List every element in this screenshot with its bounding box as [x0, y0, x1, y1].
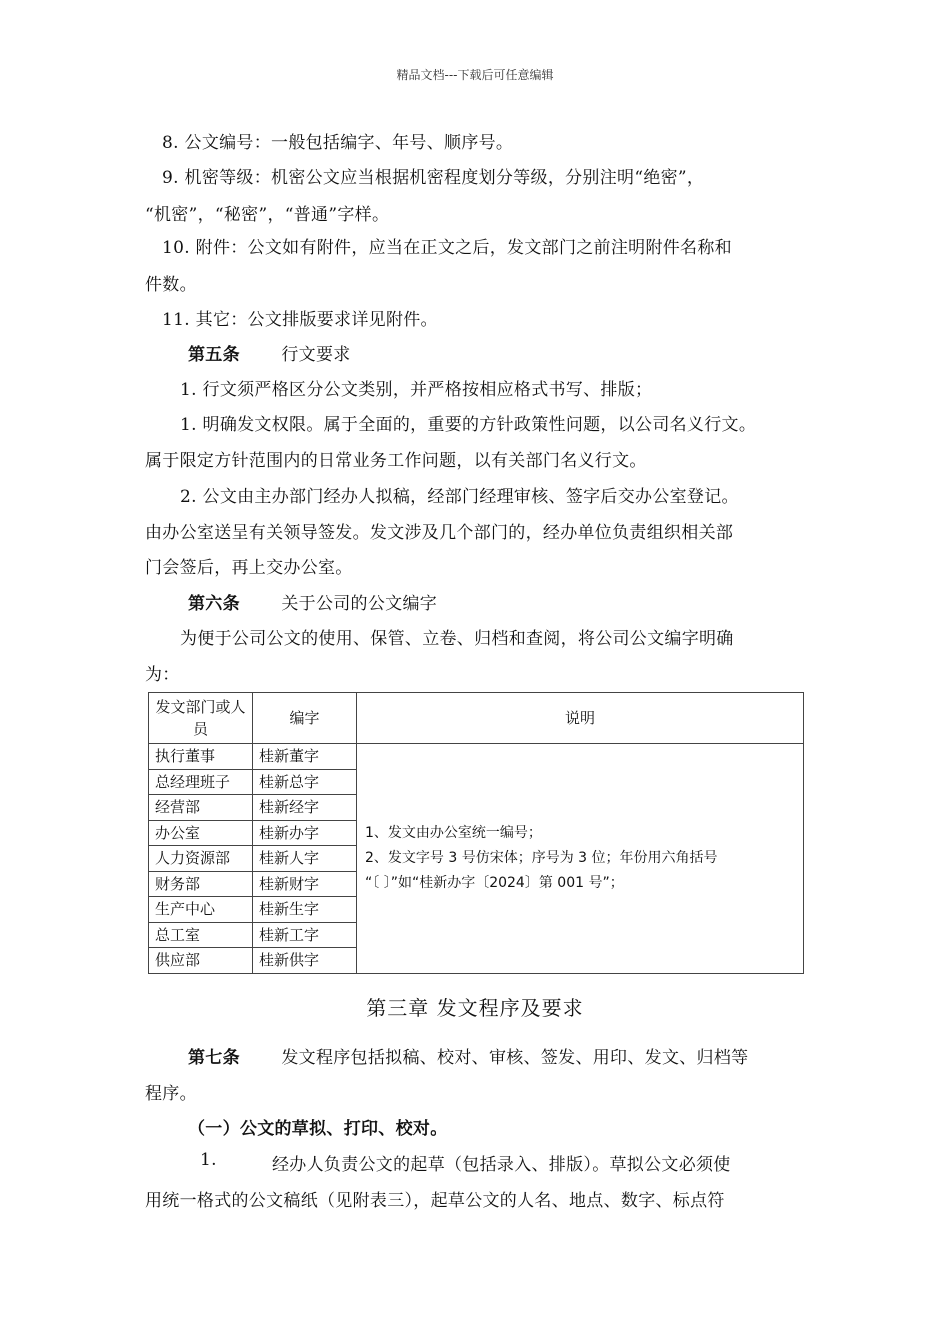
item-10-line1: 10. 附件：公文如有附件，应当在正文之后，发文部门之前注明附件名称和: [162, 238, 732, 258]
table-cell: 桂新财字: [253, 871, 357, 897]
article-5-title: 行文要求: [281, 345, 351, 365]
table-cell: 桂新经字: [253, 795, 357, 821]
article-5-heading: [188, 340, 351, 365]
table-cell: 生产中心: [149, 897, 253, 923]
item-9-line2: “机密”，“秘密”，“普通”字样。: [145, 205, 390, 225]
article-5-p3-line3: 门会签后，再上交办公室。: [145, 558, 353, 578]
article-6-p1-line2: 为：: [145, 665, 180, 685]
article-5-p3-line1: 2. 公文由主办部门经办人拟稿，经部门经理审核、签字后交办公室登记。: [180, 487, 739, 507]
table-cell: 供应部: [149, 948, 253, 974]
table-cell: 桂新办字: [253, 820, 357, 846]
article-7-subheading: （一）公文的草拟、打印、校对。: [188, 1119, 448, 1139]
table-cell: 经营部: [149, 795, 253, 821]
table-row: [149, 744, 804, 770]
table-cell: 桂新总字: [253, 769, 357, 795]
article-7-label: 第七条: [188, 1048, 240, 1068]
article-5-p3-line2: 由办公室送呈有关领导签发。发文涉及几个部门的，经办单位负责组织相关部: [145, 523, 734, 543]
article-5-label: 第五条: [188, 345, 240, 365]
chapter-3-title: 第三章 发文程序及要求: [366, 996, 584, 1020]
table-cell: 总经理班子: [149, 769, 253, 795]
table-header-cell: 编字: [253, 693, 357, 744]
numbering-table: [148, 692, 804, 974]
item-10-line2: 件数。: [145, 275, 197, 295]
article-7-heading: [188, 1043, 748, 1068]
article-7-text-line2: 程序。: [145, 1084, 197, 1104]
article-6-title: 关于公司的公文编字: [281, 594, 438, 614]
article-5-p2-line1: 1. 明确发文权限。属于全面的，重要的方针政策性问题，以公司名义行文。: [180, 415, 757, 435]
table-header-cell: 说明: [357, 693, 804, 744]
table-cell: 桂新工字: [253, 922, 357, 948]
article-7-text-line1: 发文程序包括拟稿、校对、审核、签发、用印、发文、归档等: [281, 1048, 749, 1068]
table-note-line: 2、发文字号 3 号仿宋体；序号为 3 位；年份用六角括号: [365, 849, 718, 866]
article-6-label: 第六条: [188, 594, 240, 614]
table-note-line: “〔 〕”如“桂新办字〔2024〕第 001 号”；: [365, 874, 624, 891]
table-header-row: [149, 693, 804, 744]
table-cell: 桂新人字: [253, 846, 357, 872]
page-header: 精品文档---下载后可任意编辑: [396, 68, 554, 82]
table-cell: 桂新董字: [253, 744, 357, 770]
table-cell: 财务部: [149, 871, 253, 897]
article-7-p1-line2: 用统一格式的公文稿纸（见附表三），起草公文的人名、地点、数字、标点符: [145, 1191, 725, 1211]
table-cell: 执行董事: [149, 744, 253, 770]
table-note-line: 1、发文由办公室统一编号；: [365, 824, 542, 841]
article-6-heading: [188, 589, 437, 614]
table-cell: 桂新生字: [253, 897, 357, 923]
table-cell: 人力资源部: [149, 846, 253, 872]
article-7-p1-line1: 经办人负责公文的起草（包括录入、排版）。草拟公文必须使: [272, 1155, 731, 1175]
article-7-p1-number: 1.: [200, 1150, 217, 1170]
table-header-cell: 发文部门或人员: [149, 693, 253, 744]
article-5-p2-line2: 属于限定方针范围内的日常业务工作问题，以有关部门名义行文。: [145, 451, 647, 471]
table-note-cell: [357, 744, 804, 974]
item-11: 11. 其它：公文排版要求详见附件。: [162, 310, 438, 330]
item-9-line1: 9. 机密等级：机密公文应当根据机密程度划分等级，分别注明“绝密”，: [162, 168, 705, 188]
table-cell: 桂新供字: [253, 948, 357, 974]
article-5-p1: 1. 行文须严格区分公文类别，并严格按相应格式书写、排版；: [180, 380, 653, 400]
item-8: 8. 公文编号：一般包括编字、年号、顺序号。: [162, 133, 514, 153]
table-cell: 总工室: [149, 922, 253, 948]
article-6-p1-line1: 为便于公司公文的使用、保管、立卷、归档和查阅，将公司公文编字明确: [180, 629, 734, 649]
table-cell: 办公室: [149, 820, 253, 846]
